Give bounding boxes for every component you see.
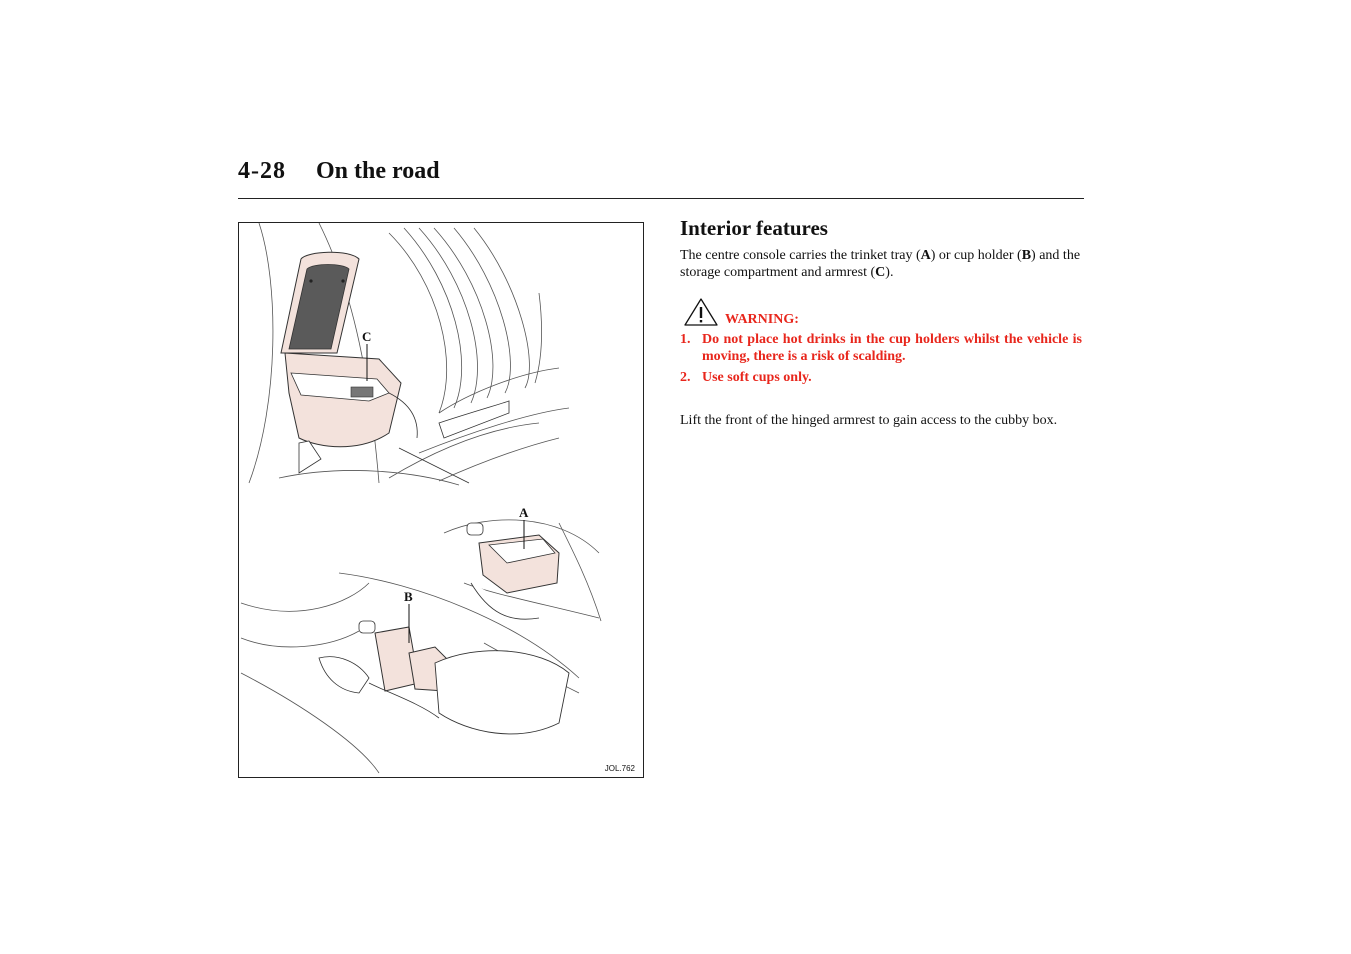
warning-triangle-icon [680, 297, 720, 327]
warning-item: 1. Do not place hot drinks in the cup holders whilst the vehicle is moving, there is a risk of scalding. [680, 332, 1082, 364]
console-illustration [238, 222, 644, 778]
armrest-paragraph: Lift the front of the hinged armrest to gain access to the cubby box. [680, 413, 1058, 428]
intro-paragraph: The centre console carries the trinket tray (A) or cup holder (B) and the storage compartment and armrest (C). [680, 248, 1081, 280]
callout-c-label: C [362, 329, 372, 344]
page-title: On the road [316, 158, 440, 184]
warning-item: 2. Use soft cups only. [680, 370, 812, 385]
page-number: 4-28 [238, 158, 286, 184]
callout-a-label: A [519, 505, 529, 520]
callout-b-label: B [404, 589, 413, 604]
section-content [680, 216, 1082, 443]
warning-list [680, 331, 1082, 386]
warning-label: WARNING: [725, 312, 799, 327]
section-heading: Interior features [680, 216, 828, 240]
figure-code: JOL.762 [604, 764, 635, 773]
console-drawing [239, 223, 643, 777]
page-header [238, 158, 1084, 199]
warning-block [680, 297, 1082, 386]
warning-header [680, 297, 1082, 327]
